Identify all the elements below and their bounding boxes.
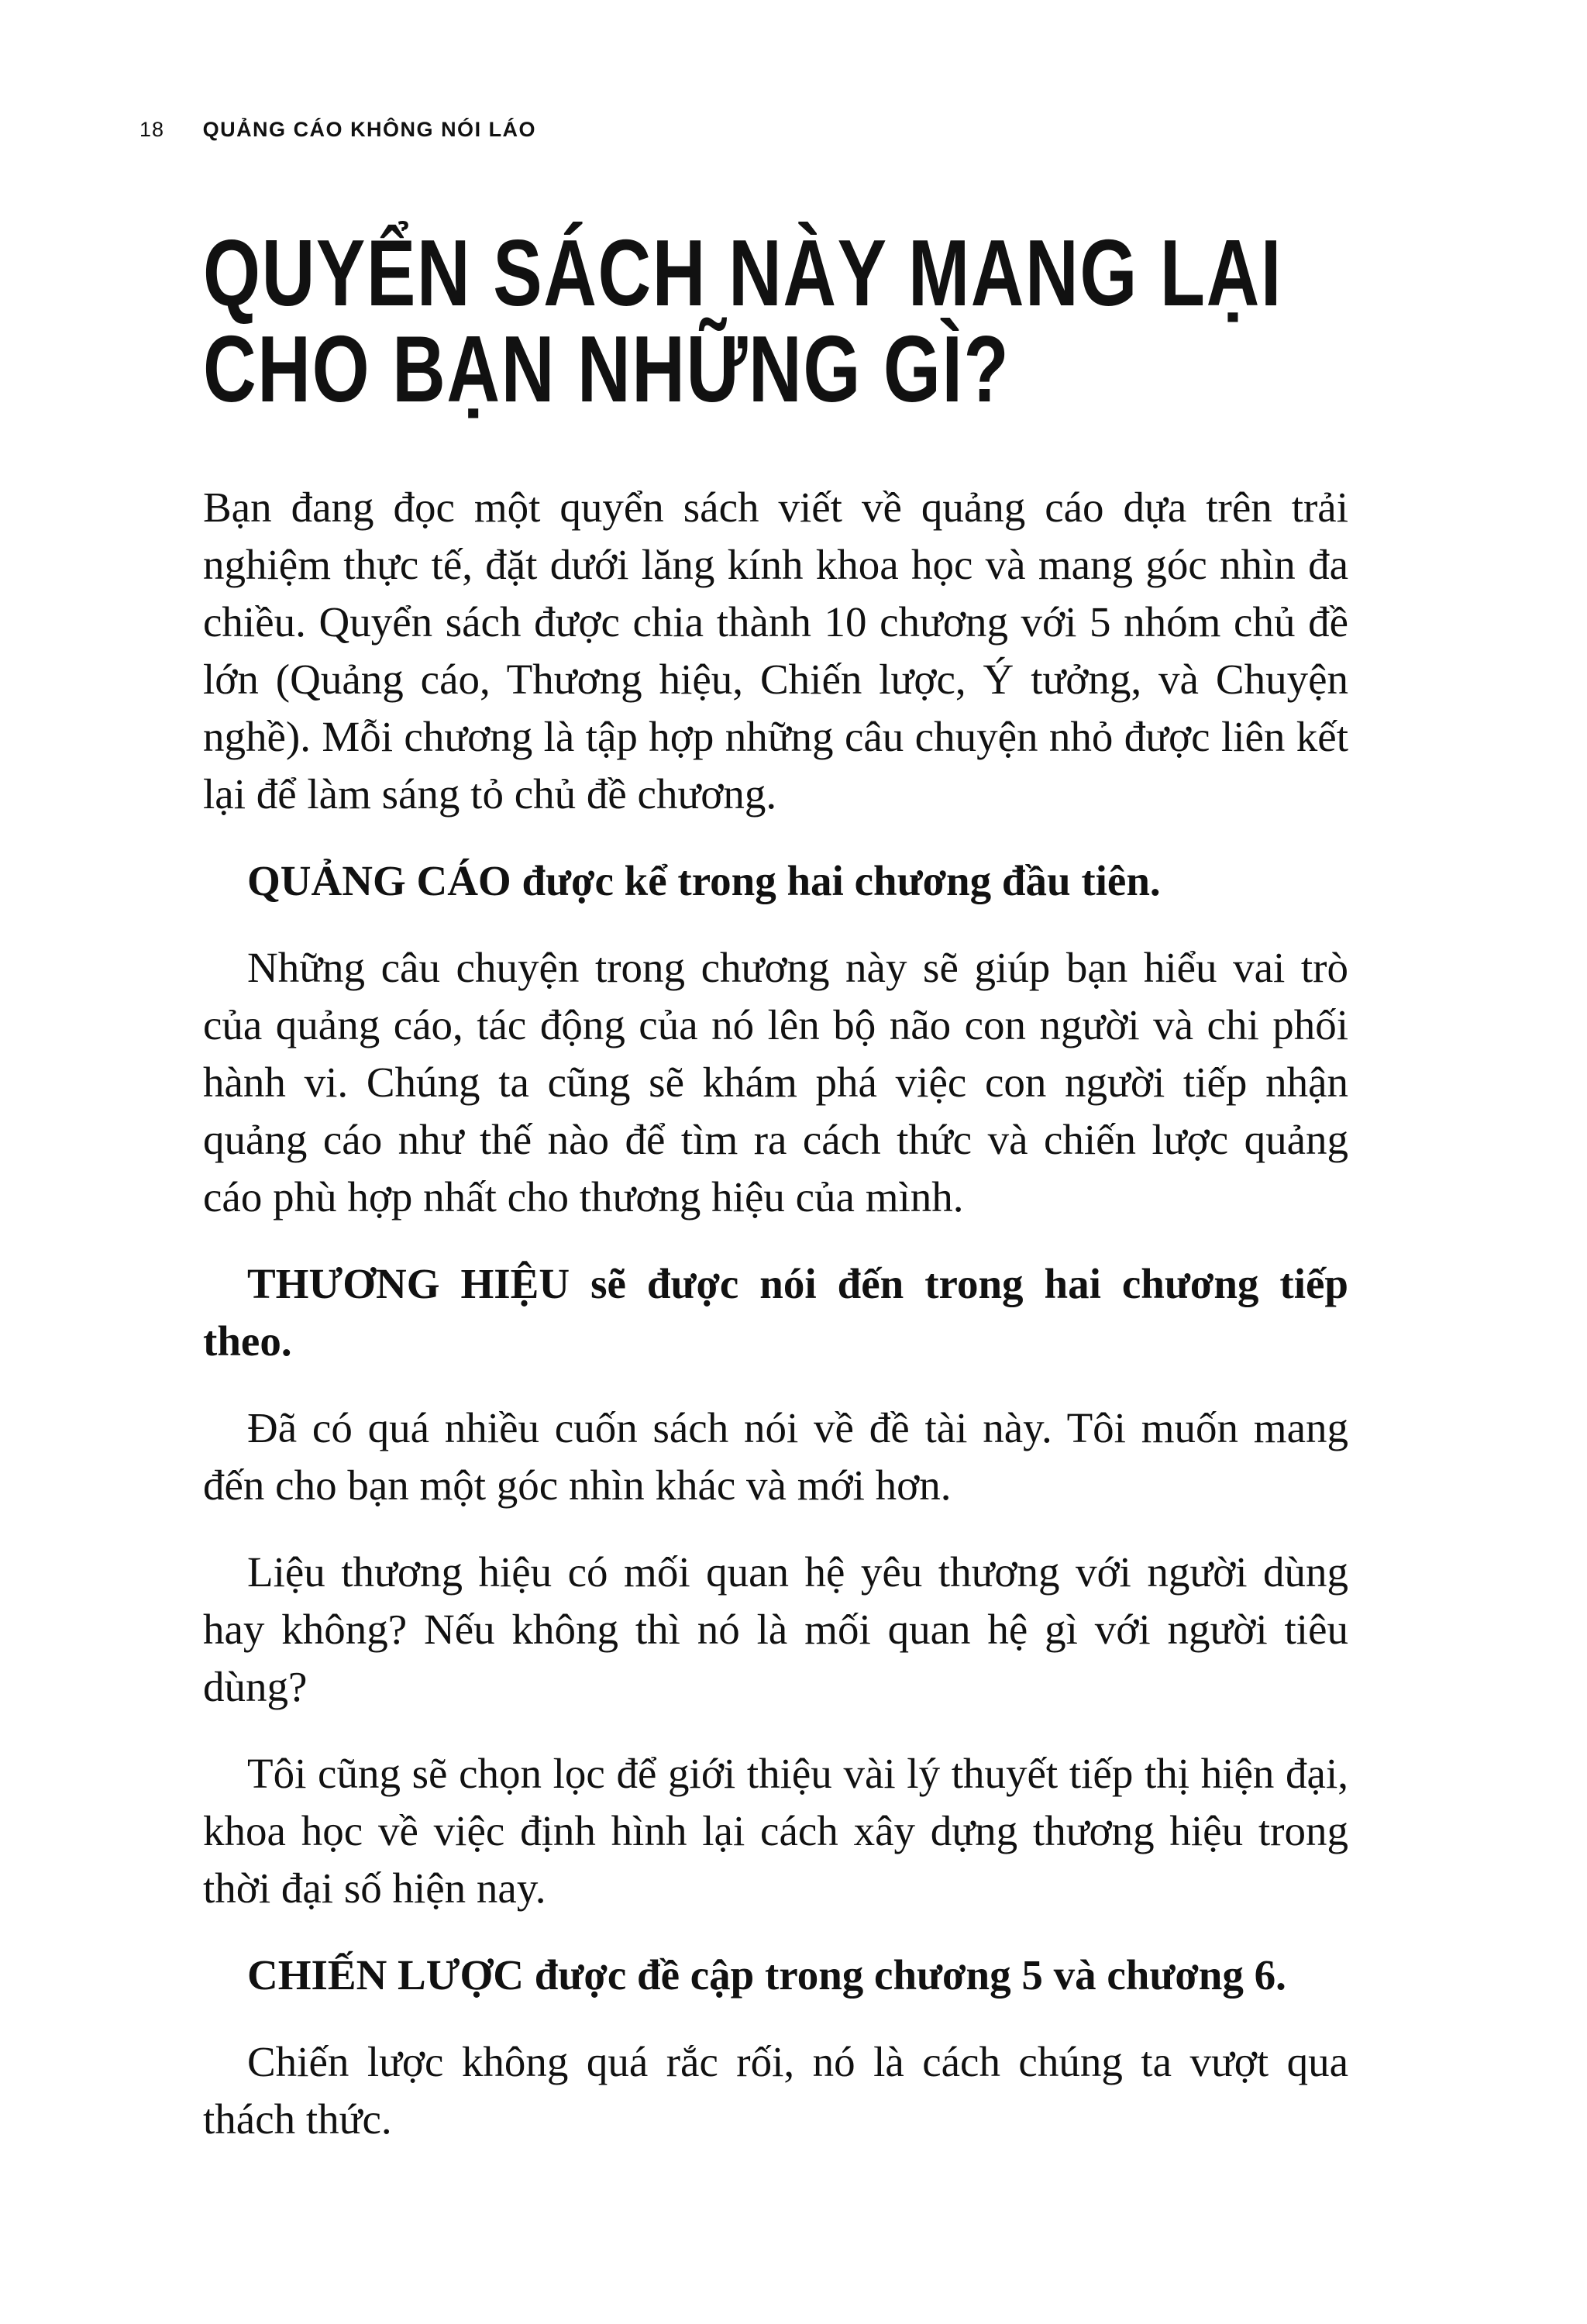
paragraph: Những câu chuyện trong chương này sẽ giúp bạn hiểu vai trò của quảng cáo, tác động của nó lên bộ não con người và chi phối hành vi. Chúng ta cũng sẽ khám phá việc con người tiếp nhận quảng cáo như thế nào để tìm ra cách thức và chiến lược quảng cáo phù hợp nhất cho thương hiệu của mình. — [203, 944, 1348, 1221]
chapter-title — [203, 220, 1348, 422]
body-text — [203, 479, 1348, 2178]
paragraph: Liệu thương hiệu có mối quan hệ yêu thương với người dùng hay không? Nếu không thì nó là mối quan hệ gì với người tiêu dùng? — [203, 1548, 1348, 1710]
section-heading-chien-luoc: CHIẾN LƯỢC được đề cập trong chương 5 và chương 6. — [247, 1951, 1286, 1999]
paragraph: Chiến lược không quá rắc rối, nó là cách chúng ta vượt qua thách thức. — [203, 2038, 1348, 2143]
title-line-1: QUYỂN SÁCH NÀY MANG LẠI — [203, 220, 1282, 325]
running-title: QUẢNG CÁO KHÔNG NÓI LÁO — [202, 118, 537, 141]
section-heading-thuong-hieu: THƯƠNG HIỆU sẽ được nói đến trong hai chương tiếp theo. — [203, 1260, 1348, 1365]
paragraph: Đã có quá nhiều cuốn sách nói về đề tài này. Tôi muốn mang đến cho bạn một góc nhìn khác và mới hơn. — [203, 1404, 1348, 1509]
paragraph: Tôi cũng sẽ chọn lọc để giới thiệu vài lý thuyết tiếp thị hiện đại, khoa học về việc định hình lại cách xây dựng thương hiệu trong thời đại số hiện nay. — [203, 1750, 1348, 1912]
title-line-2: CHO BẠN NHỮNG GÌ? — [203, 316, 1010, 422]
section-heading-quang-cao: QUẢNG CÁO được kể trong hai chương đầu tiên. — [247, 857, 1161, 904]
intro-paragraph: Bạn đang đọc một quyển sách viết về quảng cáo dựa trên trải nghiệm thực tế, đặt dưới lăng kính khoa học và mang góc nhìn đa chiều. Quyển sách được chia thành 10 chương với 5 nhóm chủ đề lớn (Quảng cáo, Thương hiệu, Chiến lược, Ý tưởng, và Chuyện nghề). Mỗi chương là tập hợp những câu chuyện nhỏ được liên kết lại để làm sáng tỏ chủ đề chương. — [203, 484, 1348, 818]
page-number: 18 — [139, 118, 165, 141]
running-header — [139, 118, 536, 142]
